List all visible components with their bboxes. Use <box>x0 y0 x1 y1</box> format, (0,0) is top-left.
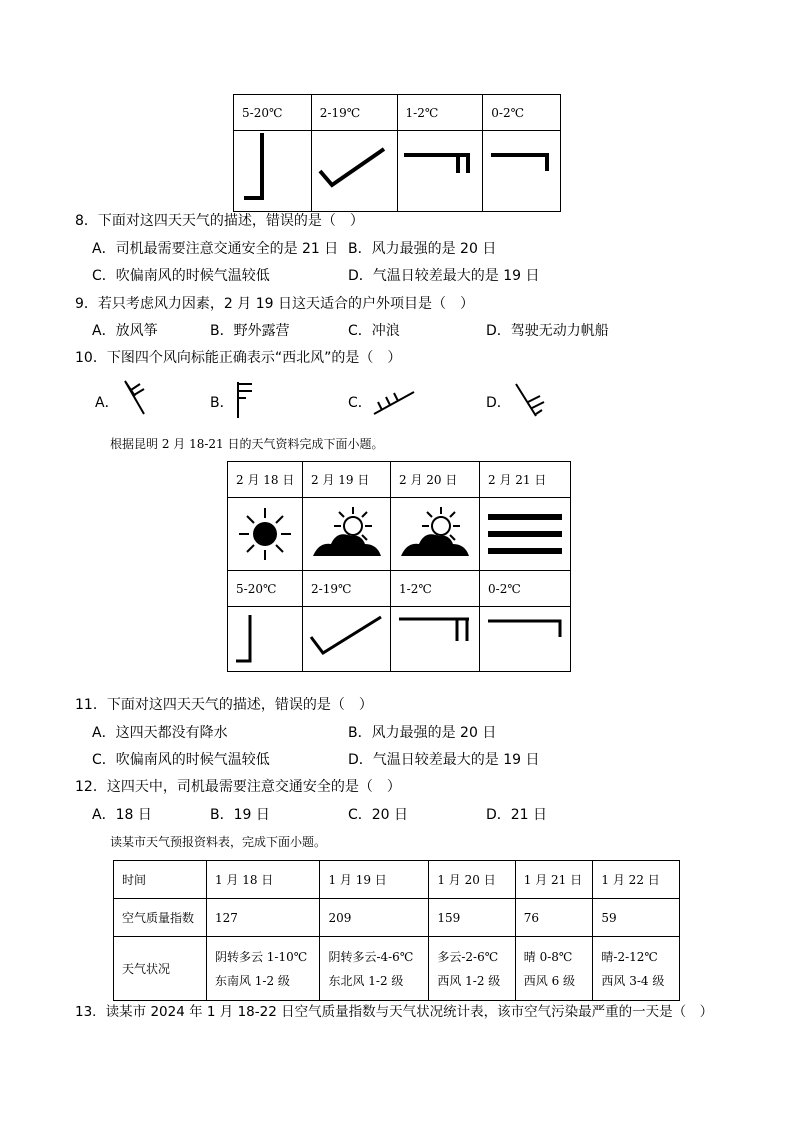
question-10-option-d[interactable]: D． <box>486 395 511 411</box>
question-11-stem: 11．下面对这四天天气的描述，错误的是（ ） <box>75 697 373 713</box>
fog-icon <box>480 498 570 570</box>
temp-cell: 2-19℃ <box>303 571 391 607</box>
weather-cell <box>303 498 391 571</box>
header-cell: 1 月 18 日 <box>206 861 320 899</box>
wind-barb-icon <box>391 607 479 671</box>
wind-text: 西风 6 级 <box>523 973 576 988</box>
question-9-stem: 9．若只考虑风力因素，2 月 19 日这天适合的户外项目是（ ） <box>75 296 474 312</box>
wind-temp-table-top <box>233 94 561 212</box>
wind-barb-icon <box>483 131 557 211</box>
weather-cell <box>206 937 320 1001</box>
question-11-option-d[interactable]: D．气温日较差最大的是 19 日 <box>348 752 540 768</box>
wind-cell <box>480 607 571 672</box>
weather-text: 晴-2-12℃ <box>601 949 658 964</box>
sunny-cloudy-icon <box>391 498 479 570</box>
question-10-option-a[interactable]: A． <box>95 395 119 411</box>
question-11-option-a[interactable]: A．这四天都没有降水 <box>92 725 228 741</box>
wind-cell <box>228 607 303 672</box>
question-9-option-b[interactable]: B．野外露营 <box>210 323 290 339</box>
wind-barb-icon <box>228 607 302 671</box>
question-13-stem: 13．读某市 2024 年 1 月 18-22 日空气质量指数与天气状况统计表，该市空气污染最严重的一天是（ ） <box>75 1004 714 1020</box>
wind-cell <box>397 131 483 212</box>
weather-cell <box>391 498 480 571</box>
header-cell: 1 月 22 日 <box>593 861 680 899</box>
row-label: 天气状况 <box>114 937 207 1001</box>
sunny-cloudy-icon <box>303 498 390 570</box>
wind-vane-c-icon <box>370 386 420 420</box>
question-10-stem: 10．下图四个风向标能正确表示“西北风”的是（ ） <box>75 350 402 366</box>
wind-text: 东南风 1-2 级 <box>214 973 290 988</box>
section-intro: 根据昆明 2 月 18-21 日的天气资料完成下面小题。 <box>110 437 384 451</box>
question-10-option-c[interactable]: C． <box>348 395 372 411</box>
wind-barb-icon <box>312 131 394 211</box>
header-cell: 1 月 21 日 <box>515 861 593 899</box>
wind-text: 东北风 1-2 级 <box>328 973 404 988</box>
wind-cell <box>483 131 561 212</box>
wind-cell <box>391 607 480 672</box>
aqi-cell: 127 <box>206 899 320 937</box>
wind-barb-icon <box>398 131 480 211</box>
weather-cell <box>480 498 571 571</box>
question-12-option-c[interactable]: C．20 日 <box>348 807 409 823</box>
date-cell: 2 月 19 日 <box>303 462 391 498</box>
temp-cell: 5-20℃ <box>234 95 312 131</box>
question-12-option-d[interactable]: D．21 日 <box>486 807 548 823</box>
aqi-cell: 59 <box>593 899 680 937</box>
header-cell: 时间 <box>114 861 207 899</box>
wind-cell <box>311 131 397 212</box>
weather-text: 阴转多云-4-6℃ <box>328 949 414 964</box>
aqi-cell: 76 <box>515 899 593 937</box>
question-12-option-b[interactable]: B．19 日 <box>210 807 270 823</box>
forecast-table <box>113 860 680 1001</box>
wind-vane-b-icon <box>232 380 262 422</box>
question-9-option-d[interactable]: D．驾驶无动力帆船 <box>486 323 609 339</box>
wind-barb-icon <box>303 607 390 671</box>
row-label: 空气质量指数 <box>114 899 207 937</box>
weather-text: 多云-2-6℃ <box>437 949 499 964</box>
weather-cell <box>320 937 429 1001</box>
question-12-stem: 12．这四天中，司机最需要注意交通安全的是（ ） <box>75 779 401 795</box>
question-12-option-a[interactable]: A．18 日 <box>92 807 152 823</box>
sun-icon <box>228 498 302 570</box>
temp-cell: 0-2℃ <box>480 571 571 607</box>
weather-cell <box>593 937 680 1001</box>
weather-text: 晴 0-8℃ <box>523 949 573 964</box>
date-cell: 2 月 20 日 <box>391 462 480 498</box>
weather-text: 阴转多云 1-10℃ <box>214 949 308 964</box>
aqi-cell: 209 <box>320 899 429 937</box>
question-8-option-b[interactable]: B．风力最强的是 20 日 <box>348 241 497 257</box>
question-8-option-a[interactable]: A．司机最需要注意交通安全的是 21 日 <box>92 241 339 257</box>
wind-barb-icon <box>234 131 308 211</box>
question-8-option-c[interactable]: C．吹偏南风的时候气温较低 <box>92 268 270 284</box>
question-9-option-c[interactable]: C．冲浪 <box>348 323 400 339</box>
wind-cell <box>303 607 391 672</box>
temp-cell: 5-20℃ <box>228 571 303 607</box>
question-11-option-b[interactable]: B．风力最强的是 20 日 <box>348 725 497 741</box>
weather-cell <box>429 937 515 1001</box>
aqi-cell: 159 <box>429 899 515 937</box>
question-9-option-a[interactable]: A．放风筝 <box>92 323 158 339</box>
date-cell: 2 月 21 日 <box>480 462 571 498</box>
wind-vane-a-icon <box>122 378 162 422</box>
weather-cell <box>228 498 303 571</box>
wind-cell <box>234 131 312 212</box>
header-cell: 1 月 19 日 <box>320 861 429 899</box>
wind-text: 西风 3-4 级 <box>601 973 665 988</box>
question-11-option-c[interactable]: C．吹偏南风的时候气温较低 <box>92 752 270 768</box>
question-8-option-d[interactable]: D．气温日较差最大的是 19 日 <box>348 268 540 284</box>
kunming-weather-table <box>227 461 571 672</box>
question-10-option-b[interactable]: B． <box>210 395 234 411</box>
temp-cell: 0-2℃ <box>483 95 561 131</box>
section-intro: 读某市天气预报资料表，完成下面小题。 <box>110 835 327 849</box>
wind-vane-d-icon <box>510 380 552 420</box>
header-cell: 1 月 20 日 <box>429 861 515 899</box>
temp-cell: 1-2℃ <box>391 571 480 607</box>
question-8-stem: 8．下面对这四天天气的描述，错误的是（ ） <box>75 213 364 229</box>
wind-text: 西风 1-2 级 <box>437 973 501 988</box>
date-cell: 2 月 18 日 <box>228 462 303 498</box>
weather-cell <box>515 937 593 1001</box>
wind-barb-icon <box>480 607 570 671</box>
temp-cell: 2-19℃ <box>311 95 397 131</box>
temp-cell: 1-2℃ <box>397 95 483 131</box>
